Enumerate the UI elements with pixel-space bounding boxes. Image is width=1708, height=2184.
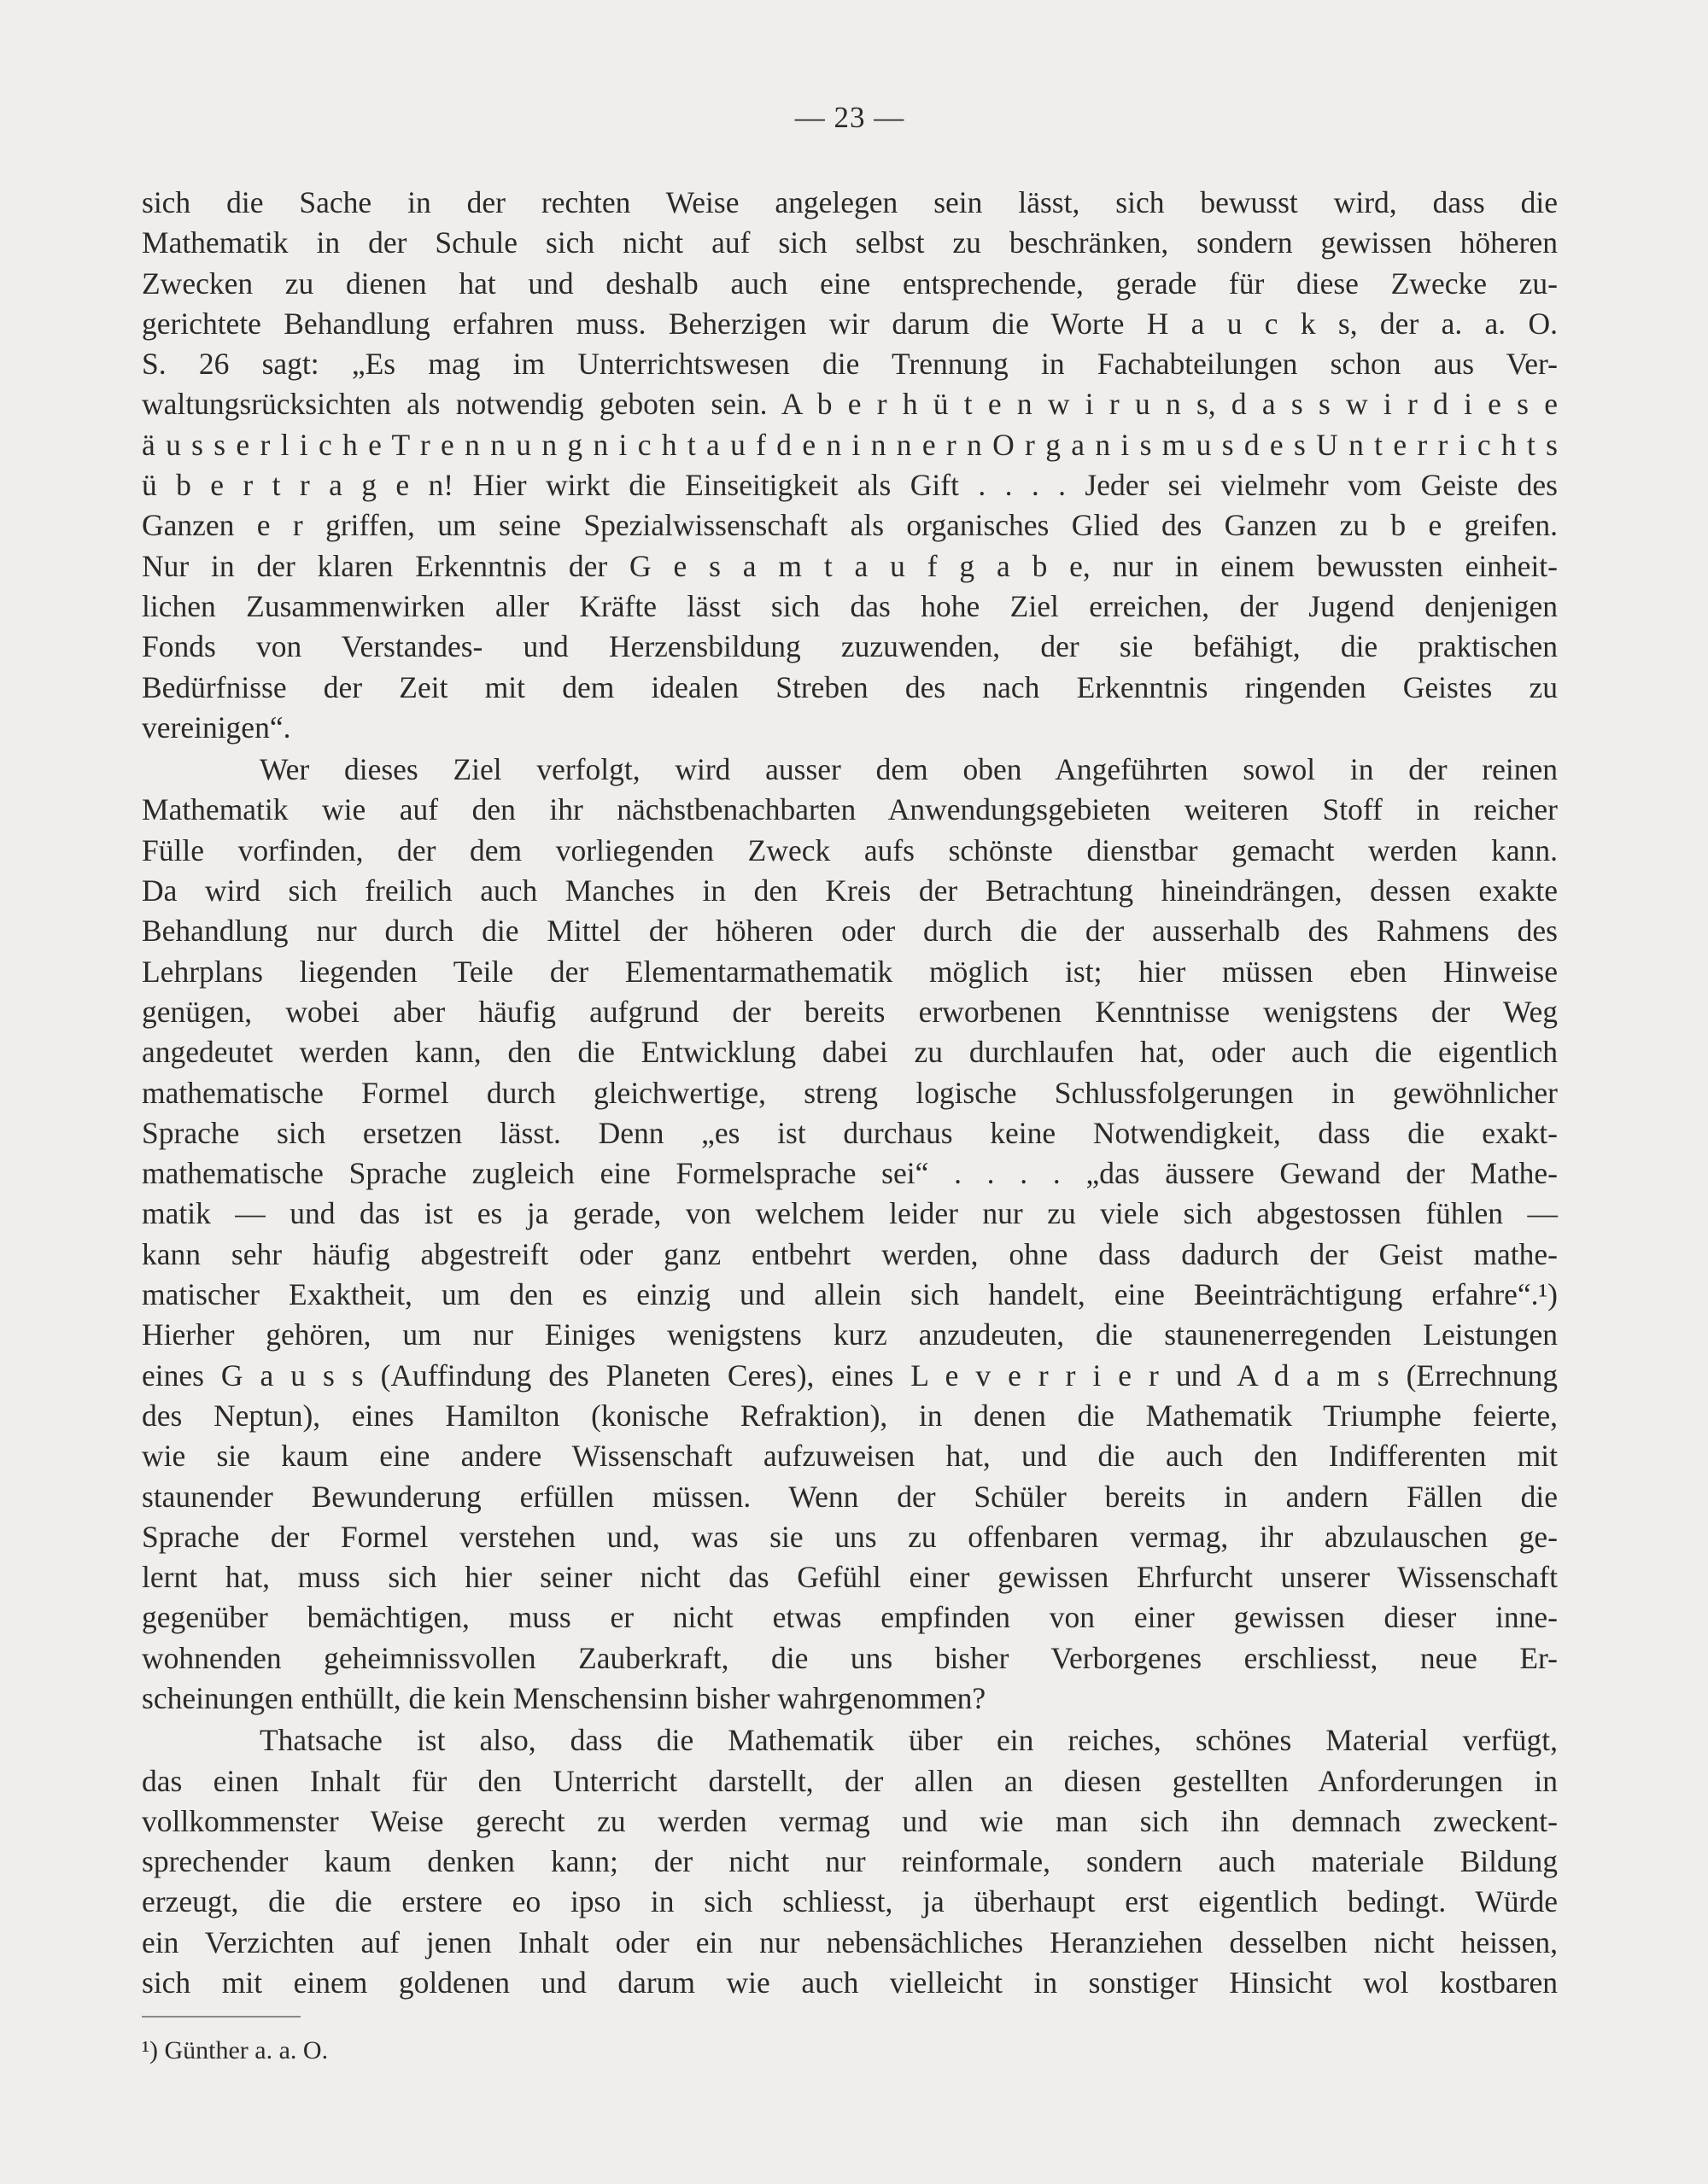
- text-line: ü b e r t r a g e n! Hier wirkt die Einseitigkeit als Gift . . . . Jeder sei vielmehr vom Geiste des: [142, 468, 1558, 503]
- text-line: scheinungen enthüllt, die kein Menschensinn bisher wahrgenommen?: [142, 1680, 986, 1715]
- paragraph: [142, 750, 1558, 1719]
- text-line: erzeugt, die die erstere eo ipso in sich schliesst, ja überhaupt erst eigentlich bedingt. Würde: [142, 1884, 1558, 1919]
- body-text: [142, 183, 1558, 2003]
- text-line: matischer Exaktheit, um den es einzig und allein sich handelt, eine Beeinträchtigung erfahre“.¹): [142, 1277, 1558, 1312]
- page-number: — 23 —: [794, 101, 905, 134]
- text-line: sprechender kaum denken kann; der nicht nur reinformale, sondern auch materiale Bildung: [142, 1844, 1558, 1879]
- text-line: mathematische Sprache zugleich eine Formelsprache sei“ . . . . „das äussere Gewand der Mathe-: [142, 1156, 1558, 1191]
- text-line: ä u s s e r l i c h e T r e n n u n g n i c h t a u f d e n i n n e r n O r g a n i s m u s d e s U n t e r r i c h t s: [142, 427, 1558, 462]
- text-line: eines G a u s s (Auffindung des Planeten Ceres), eines L e v e r r i e r und A d a m s (Errechnung: [142, 1358, 1558, 1393]
- text-line: ein Verzichten auf jenen Inhalt oder ein nur nebensächliches Heranziehen desselben nicht heissen,: [142, 1924, 1558, 1959]
- text-line: Sprache der Formel verstehen und, was sie uns zu offenbaren vermag, ihr abzulauschen ge-: [142, 1519, 1558, 1554]
- text-line: Fonds von Verstandes- und Herzensbildung zuzuwenden, der sie befähigt, die praktischen: [142, 629, 1558, 664]
- text-line: Thatsache ist also, dass die Mathematik über ein reiches, schönes Material verfügt,: [260, 1723, 1558, 1758]
- text-line: staunender Bewunderung erfüllen müssen. Wenn der Schüler bereits in andern Fällen die: [142, 1479, 1558, 1514]
- paragraph: [142, 1720, 1558, 2003]
- text-line: gerichtete Behandlung erfahren muss. Beherzigen wir darum die Worte H a u c k s, der a. a. O.: [142, 306, 1558, 341]
- text-line: vollkommenster Weise gerecht zu werden vermag und wie man sich ihn demnach zweckent-: [142, 1803, 1558, 1838]
- text-line: waltungsrücksichten als notwendig geboten sein. A b e r h ü t e n w i r u n s, d a s s w i r d i e s e: [142, 387, 1558, 422]
- text-line: Wer dieses Ziel verfolgt, wird ausser dem oben Angeführten sowol in der reinen: [260, 752, 1558, 787]
- text-line: S. 26 sagt: „Es mag im Unterrichtswesen die Trennung in Fachabteilungen schon aus Ver-: [142, 347, 1558, 382]
- text-line: wie sie kaum eine andere Wissenschaft aufzuweisen hat, und die auch den Indifferenten mit: [142, 1439, 1558, 1474]
- text-line: das einen Inhalt für den Unterricht darstellt, der allen an diesen gestellten Anforderungen in: [142, 1763, 1558, 1798]
- text-line: Ganzen e r griffen, um seine Spezialwissenschaft als organisches Glied des Ganzen zu b e greifen.: [142, 508, 1558, 543]
- paragraph: [142, 183, 1558, 748]
- text-line: Fülle vorfinden, der dem vorliegenden Zweck aufs schönste dienstbar gemacht werden kann.: [142, 832, 1558, 867]
- text-line: Lehrplans liegenden Teile der Elementarmathematik möglich ist; hier müssen eben Hinweise: [142, 954, 1558, 989]
- text-line: lernt hat, muss sich hier seiner nicht das Gefühl einer gewissen Ehrfurcht unserer Wissenschaft: [142, 1560, 1558, 1595]
- text-line: Zwecken zu dienen hat und deshalb auch eine entsprechende, gerade für diese Zwecke zu-: [142, 266, 1558, 301]
- text-line: Mathematik in der Schule sich nicht auf sich selbst zu beschränken, sondern gewissen höheren: [142, 225, 1558, 260]
- text-line: Bedürfnisse der Zeit mit dem idealen Streben des nach Erkenntnis ringenden Geistes zu: [142, 669, 1558, 704]
- footnote: [142, 2034, 328, 2068]
- text-line: Behandlung nur durch die Mittel der höheren oder durch die der ausserhalb des Rahmens des: [142, 914, 1558, 949]
- text-line: matik — und das ist es ja gerade, von welchem leider nur zu viele sich abgestossen fühlen —: [142, 1196, 1558, 1231]
- footnote-text: Günther a. a. O.: [164, 2036, 329, 2064]
- text-line: mathematische Formel durch gleichwertige, streng logische Schlussfolgerungen in gewöhnlicher: [142, 1075, 1558, 1110]
- text-line: Da wird sich freilich auch Manches in den Kreis der Betrachtung hineindrängen, dessen exakte: [142, 873, 1558, 908]
- text-line: Nur in der klaren Erkenntnis der G e s a m t a u f g a b e, nur in einem bewussten einheit-: [142, 548, 1558, 583]
- footnote-marker: ¹): [142, 2036, 158, 2064]
- text-line: gegenüber bemächtigen, muss er nicht etwas empfinden von einer gewissen dieser inne-: [142, 1600, 1558, 1635]
- footnote-rule: [142, 2016, 301, 2018]
- text-line: Hierher gehören, um nur Einiges wenigstens kurz anzudeuten, die staunenerregenden Leistungen: [142, 1317, 1558, 1352]
- text-line: lichen Zusammenwirken aller Kräfte lässt sich das hohe Ziel erreichen, der Jugend denjenigen: [142, 588, 1558, 623]
- text-line: Sprache sich ersetzen lässt. Denn „es ist durchaus keine Notwendigkeit, dass die exakt-: [142, 1115, 1558, 1150]
- text-line: sich die Sache in der rechten Weise angelegen sein lässt, sich bewusst wird, dass die: [142, 185, 1558, 219]
- text-line: sich mit einem goldenen und darum wie auch vielleicht in sonstiger Hinsicht wol kostbaren: [142, 1965, 1558, 2000]
- text-line: genügen, wobei aber häufig aufgrund der bereits erworbenen Kenntnisse wenigstens der Weg: [142, 994, 1558, 1029]
- text-line: angedeutet werden kann, den die Entwicklung dabei zu durchlaufen hat, oder auch die eigentlich: [142, 1035, 1558, 1070]
- text-line: vereinigen“.: [142, 710, 291, 745]
- text-line: Mathematik wie auf den ihr nächstbenachbarten Anwendungsgebieten weiteren Stoff in reicher: [142, 792, 1558, 827]
- text-line: wohnenden geheimnissvollen Zauberkraft, die uns bisher Verborgenes erschliesst, neue Er-: [142, 1640, 1558, 1675]
- text-line: kann sehr häufig abgestreift oder ganz entbehrt werden, ohne dass dadurch der Geist mathe-: [142, 1236, 1558, 1271]
- text-line: des Neptun), eines Hamilton (konische Refraktion), in denen die Mathematik Triumphe feierte,: [142, 1398, 1558, 1433]
